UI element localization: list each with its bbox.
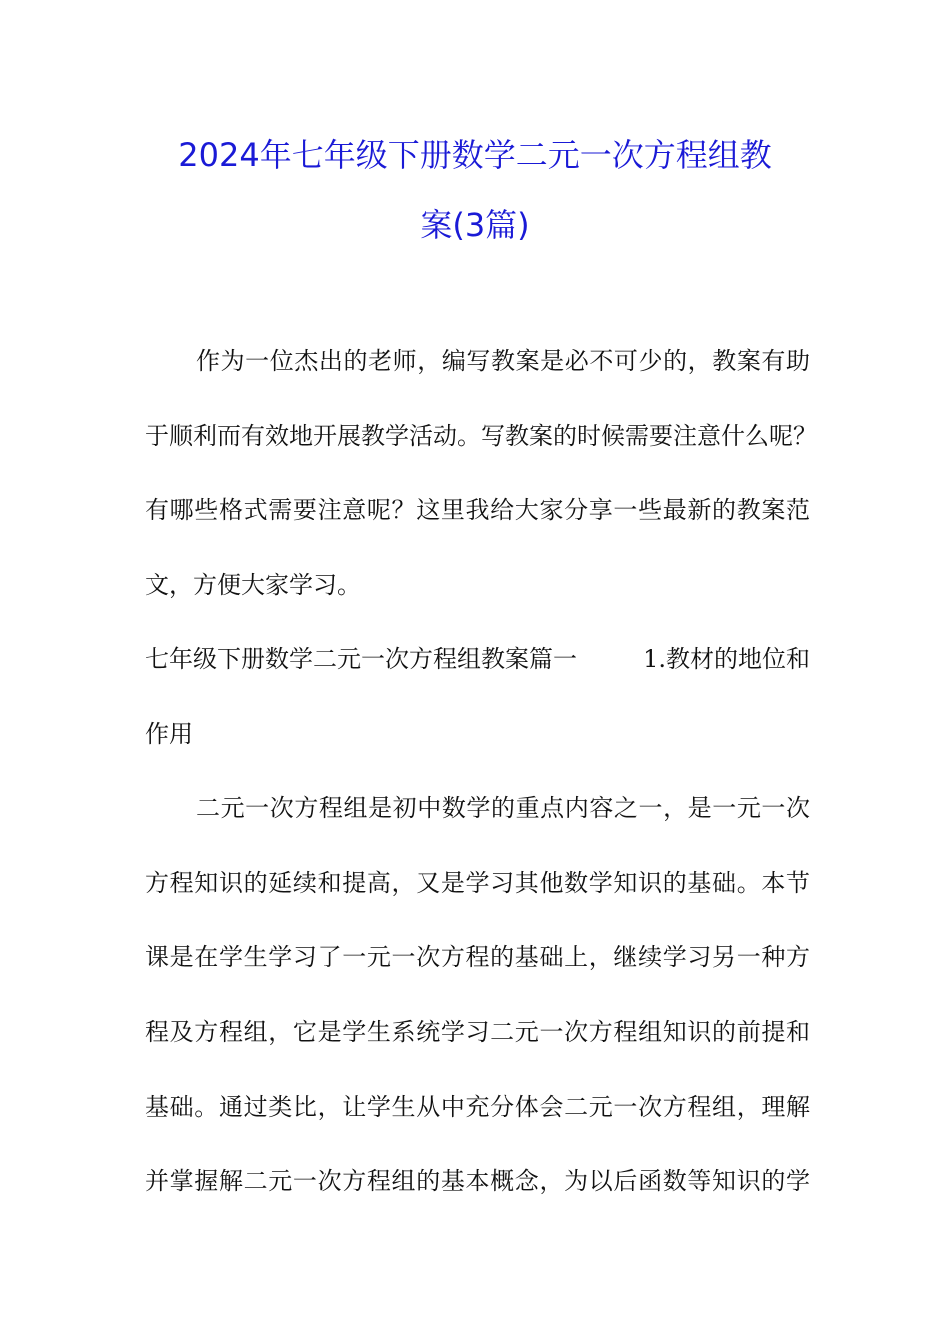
document-title-line-2: 案(3篇)	[420, 206, 530, 244]
body-line-3: 课是在学生学习了一元一次方程的基础上，继续学习另一种方	[145, 943, 810, 971]
body-line-2: 方程知识的延续和提高，又是学习其他数学知识的基础。本节	[145, 869, 810, 897]
section-heading-continuation: 作用	[145, 720, 193, 748]
section-heading	[145, 643, 810, 675]
body-line-4: 程及方程组，它是学生系统学习二元一次方程组知识的前提和	[145, 1018, 810, 1046]
intro-line-3: 有哪些格式需要注意呢？这里我给大家分享一些最新的教案范	[145, 496, 810, 524]
intro-line-4: 文，方便大家学习。	[145, 571, 361, 599]
section-heading-subtitle: 1.教材的地位和	[643, 645, 810, 673]
body-line-5: 基础。通过类比，让学生从中充分体会二元一次方程组，理解	[145, 1093, 810, 1121]
document-title-line-1: 2024年七年级下册数学二元一次方程组教	[178, 136, 772, 174]
section-heading-title: 七年级下册数学二元一次方程组教案篇一	[145, 645, 577, 673]
intro-line-2: 于顺利而有效地开展教学活动。写教案的时候需要注意什么呢？	[145, 422, 817, 450]
intro-line-1: 作为一位杰出的老师，编写教案是必不可少的，教案有助	[196, 347, 810, 375]
body-line-6: 并掌握解二元一次方程组的基本概念，为以后函数等知识的学	[145, 1167, 810, 1195]
body-line-1: 二元一次方程组是初中数学的重点内容之一，是一元一次	[196, 794, 810, 822]
